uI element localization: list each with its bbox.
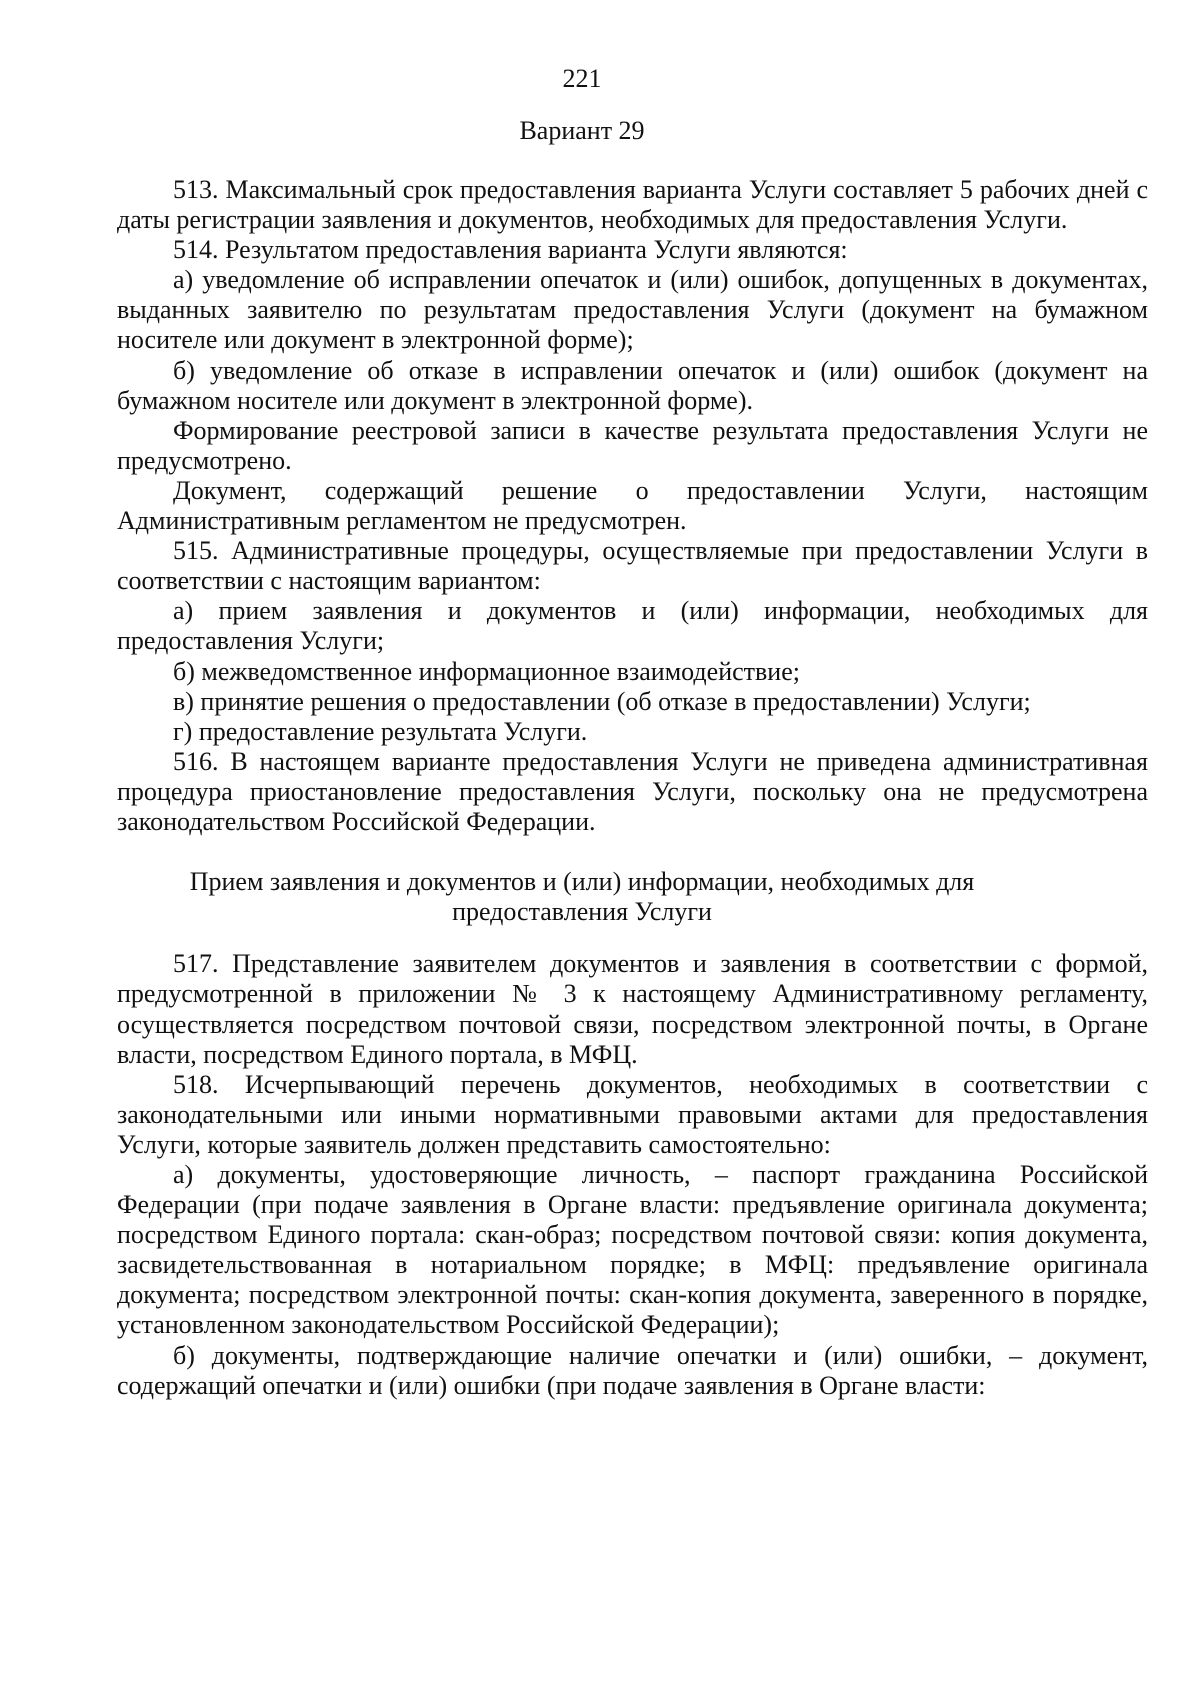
application-intake-section (117, 949, 1148, 1400)
item-515-b: б) межведомственное информационное взаимодействие; (173, 656, 800, 686)
item-514-a: а) уведомление об исправлении опечаток и (или) ошибок, допущенных в документах, выданных заявителю по результатам предоставления Услуги (документ на бумажном носителе или документ в электронной форме); (117, 265, 1148, 355)
note-registry-record: Формирование реестровой записи в качестве результата предоставления Услуги не предусмотрено. (117, 415, 1148, 475)
item-514-b: б) уведомление об отказе в исправлении опечаток и (или) ошибок (документ на бумажном носителе или документ в электронной форме). (117, 355, 1148, 415)
section-heading-application-intake: Прием заявления и документов и (или) информации, необходимых для предоставления Услуги (189, 867, 975, 927)
item-515-d: г) предоставление результата Услуги. (173, 716, 588, 746)
paragraph-517: 517. Представление заявителем документов и заявления в соответствии с формой, предусмотренной в приложении № 3 к настоящему Административному регламенту, осуществляется посредством почтовой связи, посредством электронной почты, в Органе власти, посредством Единого портала, в МФЦ. (117, 949, 1148, 1069)
variant-description-section (117, 175, 1148, 837)
item-515-c: в) принятие решения о предоставлении (об отказе в предоставлении) Услуги; (173, 686, 1031, 716)
item-518-b: б) документы, подтверждающие наличие опечатки и (или) ошибки, – документ, содержащий опечатки и (или) ошибки (при подаче заявления в Органе власти: (117, 1340, 1148, 1400)
paragraph-518: 518. Исчерпывающий перечень документов, необходимых в соответствии с законодательными или иными нормативными правовыми актами для предоставления Услуги, которые заявитель должен представить самостоятельно: (117, 1069, 1148, 1159)
paragraph-513: 513. Максимальный срок предоставления варианта Услуги составляет 5 рабочих дней с даты регистрации заявления и документов, необходимых для предоставления Услуги. (117, 175, 1148, 235)
paragraph-514: 514. Результатом предоставления варианта Услуги являются: (173, 235, 848, 265)
item-515-a: а) прием заявления и документов и (или) информации, необходимых для предоставления Услуги; (117, 596, 1148, 656)
paragraph-516: 516. В настоящем варианте предоставления Услуги не приведена административная процедура приостановление предоставления Услуги, поскольку она не предусмотрена законодательством Российской Федерации. (117, 746, 1148, 836)
paragraph-515: 515. Административные процедуры, осуществляемые при предоставлении Услуги в соответствии с настоящим вариантом: (117, 536, 1148, 596)
document-body (117, 175, 1148, 1401)
item-518-a: а) документы, удостоверяющие личность, – паспорт гражданина Российской Федерации (при подаче заявления в Органе власти: предъявление оригинала документа; посредством Единого портала: скан-образ; посредством почтовой связи: копия документа, засвидетельствованная в нотариальном порядке; в МФЦ: предъявление оригинала документа; посредством электронной почты: скан-копия документа, заверенного в порядке, установленном законодательством Российской Федерации); (117, 1160, 1148, 1340)
variant-title: Вариант 29 (519, 116, 645, 145)
note-decision-document: Документ, содержащий решение о предоставлении Услуги, настоящим Административным регламентом не предусмотрен. (117, 475, 1148, 536)
page-number: 221 (562, 64, 602, 93)
